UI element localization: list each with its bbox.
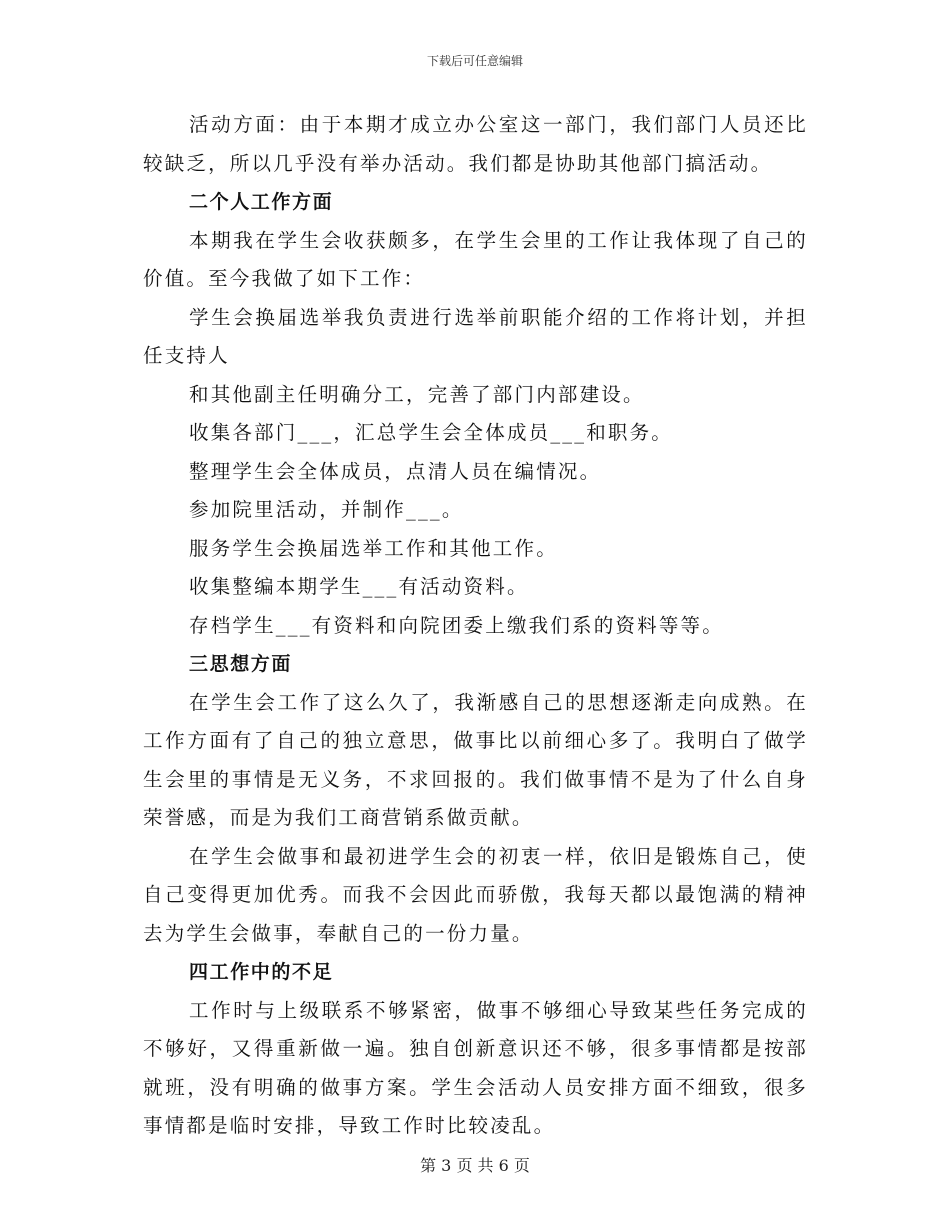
paragraph-shortcomings: 工作时与上级联系不够紧密，做事不够细心导致某些任务完成的不够好，又得重新做一遍。独自创新意识还不够，很多事情都是按部就班，没有明确的做事方案。学生会活动人员安排方面不细致，很多事情都是临时安排，导致工作时比较凌乱。: [143, 998, 808, 1137]
document-body: [143, 106, 808, 1146]
section-heading-thoughts: 三思想方面: [189, 653, 293, 675]
list-item-election: 学生会换届选举我负责进行选举前职能介绍的工作将计划，并担任支持人: [143, 305, 808, 367]
section-heading-personal-work: 二个人工作方面: [189, 191, 334, 213]
section-heading-shortcomings: 四工作中的不足: [189, 961, 334, 983]
paragraph-thoughts-1: 在学生会工作了这么久了，我渐感自己的思想逐渐走向成熟。在工作方面有了自己的独立意思，做事比以前细心多了。我明白了做学生会里的事情是无义务，不求回报的。我们做事情不是为了什么自身荣誉感，而是为我们工商营销系做贡献。: [143, 690, 808, 829]
list-item-collect: 收集各部门___，汇总学生会全体成员___和职务。: [189, 421, 674, 444]
paragraph-personal-intro: 本期我在学生会收获颇多，在学生会里的工作让我体现了自己的价值。至今我做了如下工作：: [143, 228, 808, 290]
paragraph-activities: 活动方面：由于本期才成立办公室这一部门，我们部门人员还比较缺乏，所以几乎没有举办活动。我们都是协助其他部门搞活动。: [143, 113, 808, 175]
list-item-participate: 参加院里活动，并制作___。: [189, 498, 464, 521]
list-item-service: 服务学生会换届选举工作和其他工作。: [189, 536, 558, 560]
list-item-compile: 收集整编本期学生___有活动资料。: [189, 575, 529, 598]
list-item-archive: 存档学生___有资料和向院团委上缴我们系的资料等等。: [189, 613, 724, 637]
list-item-organize: 整理学生会全体成员，点清人员在编情况。: [189, 459, 602, 483]
page-number: 第 3 页 共 6 页: [420, 1156, 530, 1175]
list-item-division: 和其他副主任明确分工，完善了部门内部建设。: [189, 382, 645, 406]
paragraph-thoughts-2: 在学生会做事和最初进学生会的初衷一样，依旧是锻炼自己，使自己变得更加优秀。而我不会因此而骄傲，我每天都以最饱满的精神去为学生会做事，奉献自己的一份力量。: [143, 844, 808, 945]
page-header: 下载后可任意编辑: [426, 54, 523, 68]
